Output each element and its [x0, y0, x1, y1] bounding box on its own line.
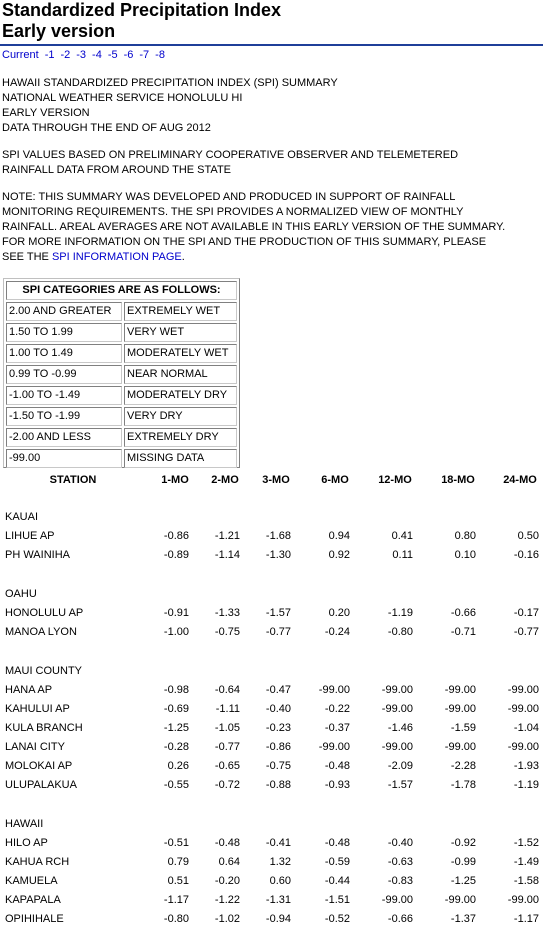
spi-value: -0.51	[163, 837, 189, 849]
spi-value: -1.57	[265, 607, 291, 619]
category-label: MODERATELY WET	[124, 344, 237, 363]
category-range: 0.99 TO -0.99	[6, 365, 122, 384]
category-label: VERY DRY	[124, 407, 237, 426]
spi-value: -99.00	[507, 741, 539, 753]
page-title	[2, 0, 281, 42]
spi-value: -0.77	[214, 741, 240, 753]
category-range: -1.00 TO -1.49	[6, 386, 122, 405]
spi-value: -0.16	[513, 549, 539, 561]
spi-value: -1.05	[214, 722, 240, 734]
station-name: KAPAPALA	[5, 894, 61, 906]
spi-value: -99.00	[444, 894, 476, 906]
spi-value: -0.92	[450, 837, 476, 849]
spi-value: 1.32	[269, 856, 291, 868]
spi-value: -0.75	[265, 760, 291, 772]
spi-value: -1.33	[214, 607, 240, 619]
spi-value: -0.41	[265, 837, 291, 849]
spi-value: 0.51	[167, 875, 189, 887]
spi-value: -1.68	[265, 530, 291, 542]
nav-link-minus-7[interactable]: -7	[139, 49, 150, 61]
category-range: -99.00	[6, 449, 122, 468]
spi-value: -99.00	[507, 684, 539, 696]
spi-value: -0.48	[324, 837, 350, 849]
spi-basis-line: RAINFALL DATA FROM AROUND THE STATE	[2, 164, 231, 176]
category-range: 1.50 TO 1.99	[6, 323, 122, 342]
spi-value: -0.71	[450, 626, 476, 638]
spi-value: -0.88	[265, 779, 291, 791]
spi-value: 0.41	[391, 530, 413, 542]
spi-value: -99.00	[318, 684, 350, 696]
spi-value: 0.20	[328, 607, 350, 619]
categories-heading: SPI CATEGORIES ARE AS FOLLOWS:	[6, 281, 237, 300]
region-label: HAWAII	[5, 818, 44, 830]
spi-value: -0.17	[513, 607, 539, 619]
spi-value: -0.98	[163, 684, 189, 696]
region-label: KAUAI	[5, 511, 39, 523]
spi-value: -0.22	[324, 703, 350, 715]
spi-value: -0.66	[387, 913, 413, 925]
intro-line: HAWAII STANDARDIZED PRECIPITATION INDEX (SPI) SUMMARY	[2, 77, 338, 89]
spi-value: -0.65	[214, 760, 240, 772]
station-name: OPIHIHALE	[5, 913, 64, 925]
spi-value: -1.37	[450, 913, 476, 925]
spi-value: -0.86	[265, 741, 291, 753]
spi-value: -99.00	[507, 894, 539, 906]
column-header: 2-MO	[211, 474, 239, 486]
category-label: EXTREMELY DRY	[124, 428, 237, 447]
station-name: LIHUE AP	[5, 530, 55, 542]
spi-value: -1.58	[513, 875, 539, 887]
station-name: MANOA LYON	[5, 626, 77, 638]
note-line: RAINFALL. AREAL AVERAGES ARE NOT AVAILABLE IN THIS EARLY VERSION OF THE SUMMARY.	[2, 221, 506, 233]
spi-value: 0.11	[392, 549, 413, 561]
spi-value: -99.00	[444, 741, 476, 753]
spi-value: -99.00	[381, 684, 413, 696]
spi-value: -1.49	[513, 856, 539, 868]
note-last-line: SEE THE SPI INFORMATION PAGE.	[2, 251, 185, 263]
spi-value: -1.52	[513, 837, 539, 849]
spi-value: -1.31	[265, 894, 291, 906]
spi-value: -0.47	[265, 684, 291, 696]
spi-value: -0.23	[265, 722, 291, 734]
spi-value: 0.92	[328, 549, 350, 561]
intro-line: EARLY VERSION	[2, 107, 90, 119]
spi-value: -0.28	[163, 741, 189, 753]
spi-value: -0.77	[265, 626, 291, 638]
spi-value: -0.44	[324, 875, 350, 887]
station-name: KAMUELA	[5, 875, 58, 887]
column-header: 12-MO	[378, 474, 412, 486]
spi-value: 0.50	[517, 530, 539, 542]
spi-value: -0.48	[324, 760, 350, 772]
spi-value: -0.40	[265, 703, 291, 715]
station-name: ULUPALAKUA	[5, 779, 77, 791]
spi-value: -0.20	[214, 875, 240, 887]
column-header: 1-MO	[161, 474, 189, 486]
category-range: 1.00 TO 1.49	[6, 344, 122, 363]
station-name: KAHULUI AP	[5, 703, 70, 715]
nav-link-minus-1[interactable]: -1	[44, 49, 55, 61]
station-name: LANAI CITY	[5, 741, 65, 753]
spi-value: -1.78	[450, 779, 476, 791]
spi-value: -1.04	[513, 722, 539, 734]
note-line: NOTE: THIS SUMMARY WAS DEVELOPED AND PRODUCED IN SUPPORT OF RAINFALL	[2, 191, 456, 203]
spi-value: 0.80	[454, 530, 476, 542]
spi-value: 0.60	[269, 875, 291, 887]
spi-value: -0.77	[513, 626, 539, 638]
spi-value: -0.69	[163, 703, 189, 715]
title-line-1: Standardized Precipitation Index	[2, 0, 282, 20]
spi-value: -0.55	[163, 779, 189, 791]
station-name: HANA AP	[5, 684, 53, 696]
spi-info-link[interactable]: SPI INFORMATION PAGE	[51, 251, 182, 263]
spi-value: -0.63	[387, 856, 413, 868]
spi-value: -1.00	[163, 626, 189, 638]
spi-value: -0.99	[450, 856, 476, 868]
nav-link-minus-2[interactable]: -2	[60, 49, 71, 61]
column-header: 3-MO	[262, 474, 290, 486]
spi-value: -99.00	[381, 741, 413, 753]
column-header: STATION	[49, 474, 97, 486]
spi-value: -99.00	[444, 703, 476, 715]
nav-link-minus-6[interactable]: -6	[123, 49, 134, 61]
spi-value: -0.83	[387, 875, 413, 887]
nav-link-minus-3[interactable]: -3	[76, 49, 87, 61]
spi-value: -0.48	[214, 837, 240, 849]
category-range: -1.50 TO -1.99	[6, 407, 122, 426]
spi-value: -0.91	[163, 607, 189, 619]
spi-value: -99.00	[507, 703, 539, 715]
category-label: NEAR NORMAL	[124, 365, 237, 384]
intro-line: NATIONAL WEATHER SERVICE HONOLULU HI	[2, 92, 243, 104]
spi-value: -0.93	[324, 779, 350, 791]
spi-basis-text	[2, 148, 458, 178]
spi-value: -1.17	[163, 894, 189, 906]
category-range: 2.00 AND GREATER	[6, 302, 122, 321]
spi-value: -1.19	[513, 779, 539, 791]
station-name: HILO AP	[5, 837, 48, 849]
spi-value: 0.94	[328, 530, 350, 542]
spi-value: -0.80	[387, 626, 413, 638]
category-label: MODERATELY DRY	[124, 386, 237, 405]
spi-value: -1.25	[163, 722, 189, 734]
version-nav	[2, 48, 171, 62]
spi-value: -99.00	[381, 703, 413, 715]
spi-value: 0.64	[218, 856, 240, 868]
spi-value: -0.75	[214, 626, 240, 638]
spi-value: -1.14	[214, 549, 240, 561]
spi-value: -0.86	[163, 530, 189, 542]
spi-value: -2.09	[387, 760, 413, 772]
column-header: 24-MO	[503, 474, 537, 486]
spi-value: -1.51	[324, 894, 350, 906]
note-line: MONITORING REQUIREMENTS. THE SPI PROVIDES A NORMALIZED VIEW OF MONTHLY	[2, 206, 464, 218]
nav-link-minus-5[interactable]: -5	[107, 49, 118, 61]
spi-value: -0.37	[324, 722, 350, 734]
region-label: OAHU	[5, 588, 37, 600]
spi-value: -1.11	[215, 703, 240, 715]
category-range: -2.00 AND LESS	[6, 428, 122, 447]
station-name: KULA BRANCH	[5, 722, 83, 734]
spi-value: -0.80	[163, 913, 189, 925]
spi-value: 0.10	[454, 549, 476, 561]
station-name: HONOLULU AP	[5, 607, 84, 619]
spi-basis-line: SPI VALUES BASED ON PRELIMINARY COOPERATIVE OBSERVER AND TELEMETERED	[2, 149, 459, 161]
station-name: KAHUA RCH	[5, 856, 70, 868]
region-label: MAUI COUNTY	[5, 665, 82, 677]
spi-value: -99.00	[444, 684, 476, 696]
spi-value: -1.46	[387, 722, 413, 734]
spi-value: -1.30	[265, 549, 291, 561]
spi-value: -99.00	[318, 741, 350, 753]
spi-value: -1.17	[513, 913, 539, 925]
category-label: EXTREMELY WET	[124, 302, 237, 321]
spi-value: -0.64	[214, 684, 240, 696]
category-label: VERY WET	[124, 323, 237, 342]
summary-header	[2, 76, 338, 136]
note-line: FOR MORE INFORMATION ON THE SPI AND THE PRODUCTION OF THIS SUMMARY, PLEASE	[2, 236, 487, 248]
spi-value: -1.59	[450, 722, 476, 734]
spi-value: -1.02	[214, 913, 240, 925]
category-label: MISSING DATA	[124, 449, 237, 468]
nav-link-minus-8[interactable]: -8	[155, 49, 165, 61]
column-header: 18-MO	[441, 474, 475, 486]
spi-value: -0.89	[163, 549, 189, 561]
spi-value: 0.79	[167, 856, 189, 868]
spi-value: -0.66	[450, 607, 476, 619]
spi-categories-table	[3, 278, 240, 468]
spi-value: -0.59	[324, 856, 350, 868]
note-text	[2, 190, 505, 265]
spi-value: -1.57	[387, 779, 413, 791]
spi-value: -1.22	[214, 894, 240, 906]
spi-value: -0.72	[214, 779, 240, 791]
spi-value: -99.00	[381, 894, 413, 906]
spi-value: -0.94	[265, 913, 291, 925]
spi-value: -0.52	[324, 913, 350, 925]
spi-value: -1.93	[513, 760, 539, 772]
spi-value: -1.21	[214, 530, 240, 542]
nav-link-current[interactable]: Current	[2, 49, 39, 61]
spi-value: 0.26	[167, 760, 189, 772]
station-name: MOLOKAI AP	[5, 760, 73, 772]
spi-value: -0.40	[387, 837, 413, 849]
title-line-2: Early version	[2, 21, 116, 41]
title-divider	[0, 44, 543, 46]
nav-link-minus-4[interactable]: -4	[92, 49, 102, 61]
spi-value: -1.25	[450, 875, 476, 887]
spi-value: -0.24	[324, 626, 350, 638]
station-name: PH WAINIHA	[5, 549, 70, 561]
spi-value: -1.19	[387, 607, 413, 619]
spi-value: -2.28	[450, 760, 476, 772]
intro-line: DATA THROUGH THE END OF AUG 2012	[2, 122, 211, 134]
column-header: 6-MO	[321, 474, 349, 486]
